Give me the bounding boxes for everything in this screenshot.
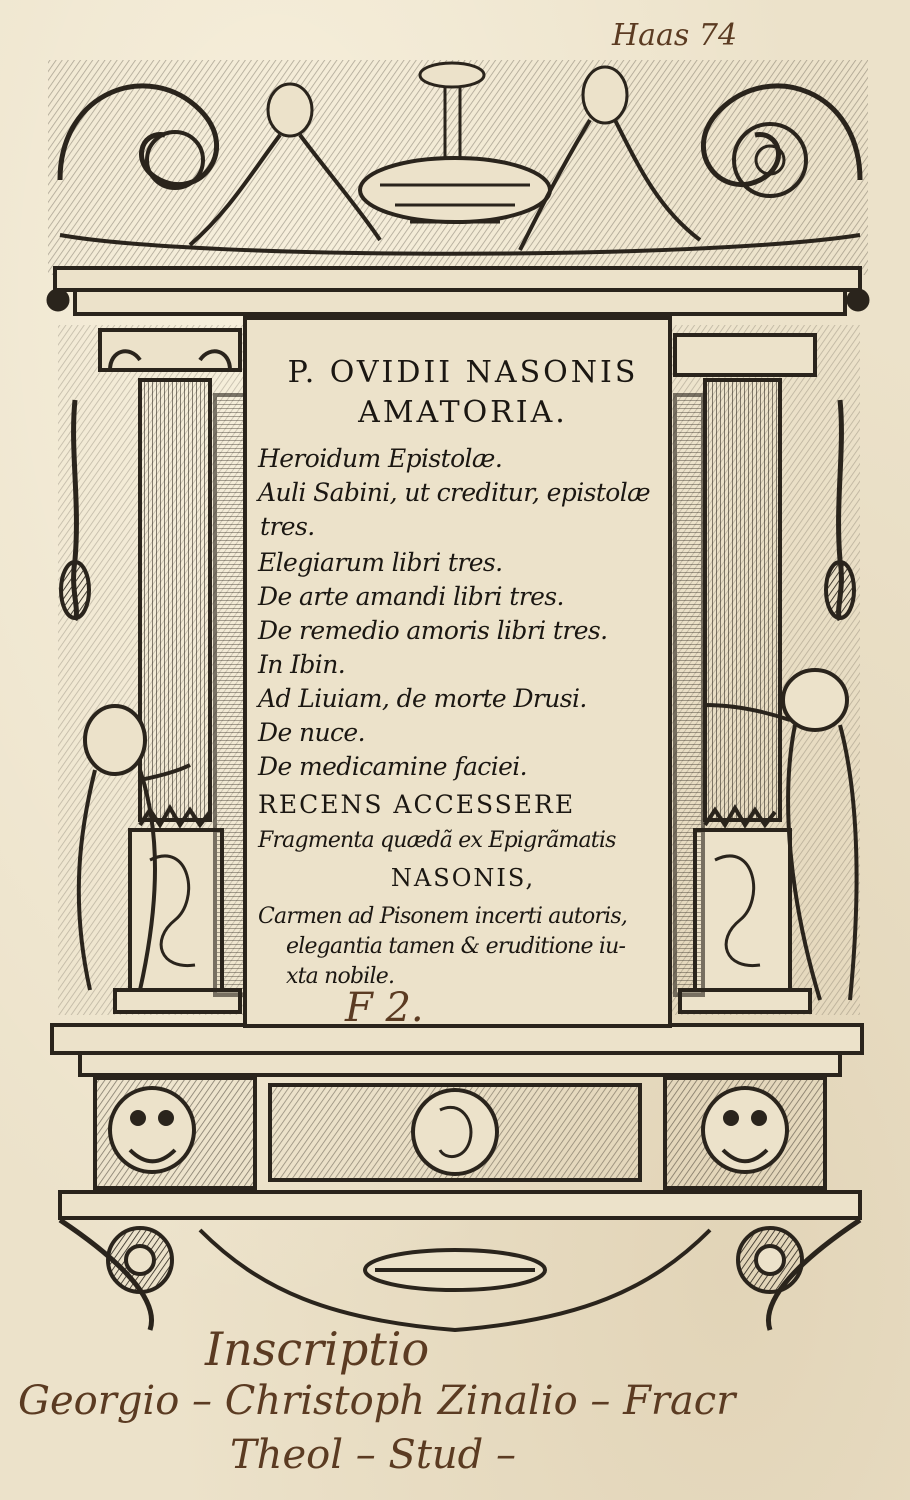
inscription-line: Inscriptio xyxy=(205,1322,430,1376)
inscription-line: Georgio – Christoph Zinalio – Fracr xyxy=(18,1378,736,1424)
base-frieze xyxy=(52,1025,862,1330)
contents-item: Heroidum Epistolæ. xyxy=(258,444,503,473)
contents-item: Auli Sabini, ut creditur, epistolæ xyxy=(258,478,651,507)
carmen-line: xta nobile. xyxy=(286,964,395,989)
contents-item: tres. xyxy=(260,512,315,541)
contents-item: Elegiarum libri tres. xyxy=(258,548,503,577)
contents-item: De nuce. xyxy=(258,718,365,747)
contents-item: De arte amandi libri tres. xyxy=(258,582,564,611)
carmen-line: Carmen ad Pisonem incerti autoris, xyxy=(258,904,628,929)
fragmenta-line: Fragmenta quædã ex Epigrãmatis xyxy=(258,828,616,853)
title-heading: AMATORIA. xyxy=(358,395,568,430)
left-column xyxy=(58,325,248,1015)
title-block xyxy=(258,355,668,996)
contents-item: In Ibin. xyxy=(258,650,346,679)
contents-item: De remedio amoris libri tres. xyxy=(258,616,608,645)
carmen-line: elegantia tamen & eruditione iu- xyxy=(286,934,626,959)
shelfmark-inscription: Haas 74 xyxy=(612,18,738,53)
top-frieze xyxy=(48,60,868,314)
right-column xyxy=(668,325,860,1015)
contents-item: De medicamine faciei. xyxy=(258,752,528,781)
nasonis-line: NASONIS, xyxy=(390,864,536,892)
accessere-heading: RECENS ACCESSERE xyxy=(258,790,576,819)
contents-item: Ad Liuiam, de morte Drusi. xyxy=(258,684,587,713)
author-heading: P. OVIDII NASONIS xyxy=(287,355,639,390)
inscription-line: Theol – Stud – xyxy=(230,1432,516,1478)
manuscript-mark: F 2. xyxy=(345,985,424,1031)
